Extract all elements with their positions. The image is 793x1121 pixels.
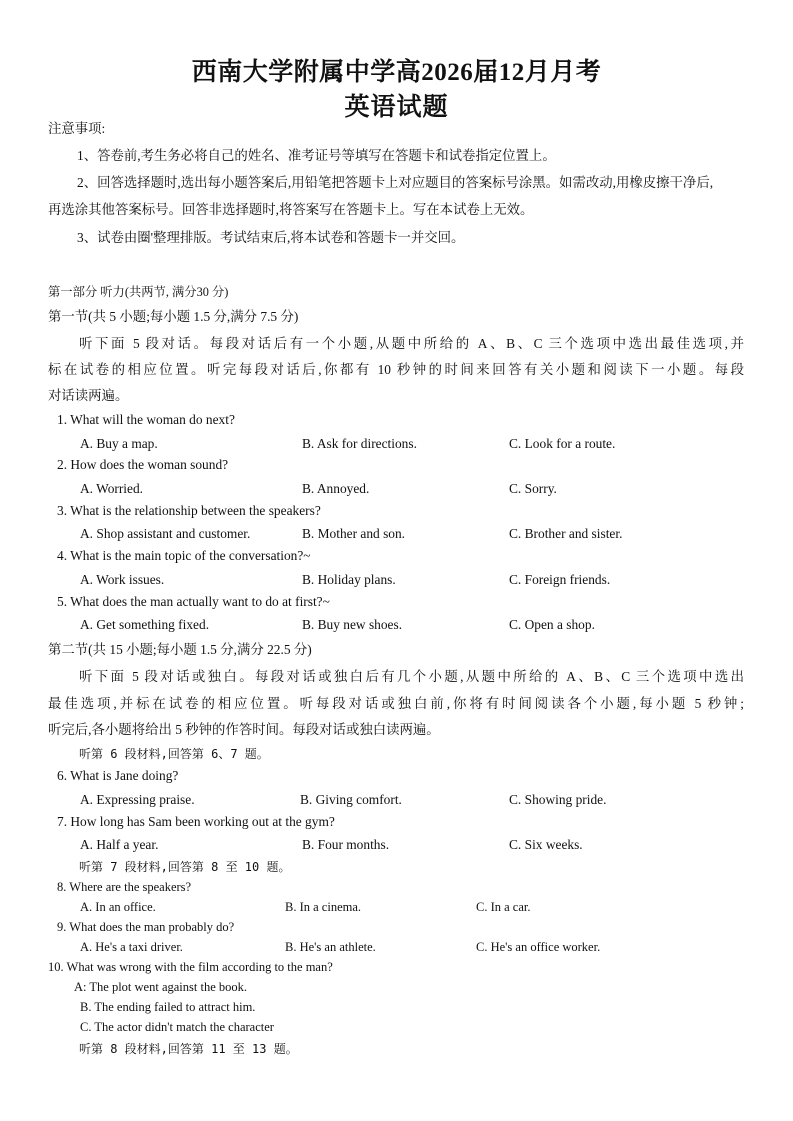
section2-instructions-3: 听完后,各小题将给出 5 秒钟的作答时间。每段对话或独白读两遍。 <box>48 722 440 737</box>
question-stem: 1. What will the woman do next? <box>57 412 235 427</box>
question-stem: 3. What is the relationship between the speakers? <box>57 503 321 518</box>
option-b: B. Buy new shoes. <box>302 617 403 632</box>
option-b: B. He's an athlete. <box>285 940 376 954</box>
option-a: A. Work issues. <box>80 572 165 587</box>
option-a: A. In an office. <box>80 900 156 914</box>
question-stem: 8. Where are the speakers? <box>57 880 192 894</box>
option-c: C. Open a shop. <box>509 617 595 632</box>
section1-heading: 第一节(共 5 小题;每小题 1.5 分,满分 7.5 分) <box>48 309 299 324</box>
option-c: C. Brother and sister. <box>509 526 623 541</box>
option-c: C. Foreign friends. <box>509 572 611 587</box>
option-a: A. Half a year. <box>80 837 159 852</box>
option-a: A. Buy a map. <box>80 436 158 451</box>
option-a: A. He's a taxi driver. <box>80 940 183 954</box>
option-c: C. Showing pride. <box>509 792 607 807</box>
option-a: A: The plot went against the book. <box>74 980 248 994</box>
option-a: A. Expressing praise. <box>80 792 195 807</box>
option-a: A. Worried. <box>80 481 144 496</box>
option-a: A. Get something fixed. <box>80 617 210 632</box>
material-7-note: 听第 7 段材料,回答第 8 至 10 题。 <box>79 860 291 874</box>
option-b: B. Ask for directions. <box>302 436 417 451</box>
option-c: C. He's an office worker. <box>476 940 601 954</box>
question-stem: 5. What does the man actually want to do at first?~ <box>57 594 330 609</box>
question-stem: 9. What does the man probably do? <box>57 920 235 934</box>
material-8-note: 听第 8 段材料,回答第 11 至 13 题。 <box>79 1042 298 1056</box>
option-c: C. Six weeks. <box>509 837 583 852</box>
section1-instructions-2: 标在试卷的相应位置。听完每段对话后,你都有 10 秒钟的时间来回答有关小题和阅读下一小题。每段 <box>48 362 744 377</box>
question-stem: 2. How does the woman sound? <box>57 457 229 472</box>
option-c: C. The actor didn't match the character <box>80 1020 274 1034</box>
option-b: B. The ending failed to attract him. <box>80 1000 256 1014</box>
question-stem: 6. What is Jane doing? <box>57 768 179 783</box>
section1-instructions-3: 对话读两遍。 <box>48 388 129 403</box>
option-c: C. Sorry. <box>509 481 557 496</box>
notice-item-3: 3、试卷由圈'整理排版。考试结束后,将本试卷和答题卡一并交回。 <box>77 230 465 245</box>
option-b: B. Four months. <box>302 837 390 852</box>
option-b: B. Giving comfort. <box>300 792 402 807</box>
material-6-note: 听第 6 段材料,回答第 6、7 题。 <box>79 747 269 761</box>
option-c: C. In a car. <box>476 900 531 914</box>
section2-heading: 第二节(共 15 小题;每小题 1.5 分,满分 22.5 分) <box>48 642 312 657</box>
option-c: C. Look for a route. <box>509 436 616 451</box>
question-stem: 10. What was wrong with the film according to the man? <box>48 960 333 974</box>
notice-item-2-cont: 再选涂其他答案标号。回答非选择题时,将答案写在答题卡上。写在本试卷上无效。 <box>48 202 534 217</box>
option-b: B. In a cinema. <box>285 900 362 914</box>
notice-item-2: 2、回答选择题时,选出每小题答案后,用铅笔把答题卡上对应题目的答案标号涂黑。如需改动,用橡皮擦干净后, <box>77 175 714 190</box>
exam-title: 西南大学附属中学高2026届12月月考 <box>191 59 602 86</box>
notice-item-1: 1、答卷前,考生务必将自己的姓名、准考证号等填写在答题卡和试卷指定位置上。 <box>77 148 556 163</box>
question-stem: 7. How long has Sam been working out at the gym? <box>57 814 335 829</box>
notice-heading: 注意事项: <box>48 121 106 136</box>
section2-instructions-2: 最佳选项,并标在试卷的相应位置。听每段对话或独白前,你将有时间阅读各个小题,每小题 5 秒钟; <box>48 696 744 711</box>
section1-instructions-1: 听下面 5 段对话。每段对话后有一个小题,从题中所给的 A、B、C 三个选项中选出最佳选项,并 <box>79 336 744 351</box>
section2-instructions-1: 听下面 5 段对话或独白。每段对话或独白后有几个小题,从题中所给的 A、B、C 三个选项中选出 <box>79 669 744 684</box>
option-b: B. Holiday plans. <box>302 572 396 587</box>
option-b: B. Mother and son. <box>302 526 406 541</box>
option-a: A. Shop assistant and customer. <box>80 526 251 541</box>
exam-subject: 英语试题 <box>344 94 449 121</box>
question-stem: 4. What is the main topic of the conversation?~ <box>57 548 311 563</box>
option-b: B. Annoyed. <box>302 481 370 496</box>
part1-heading: 第一部分 听力(共两节, 满分30 分) <box>48 285 229 299</box>
